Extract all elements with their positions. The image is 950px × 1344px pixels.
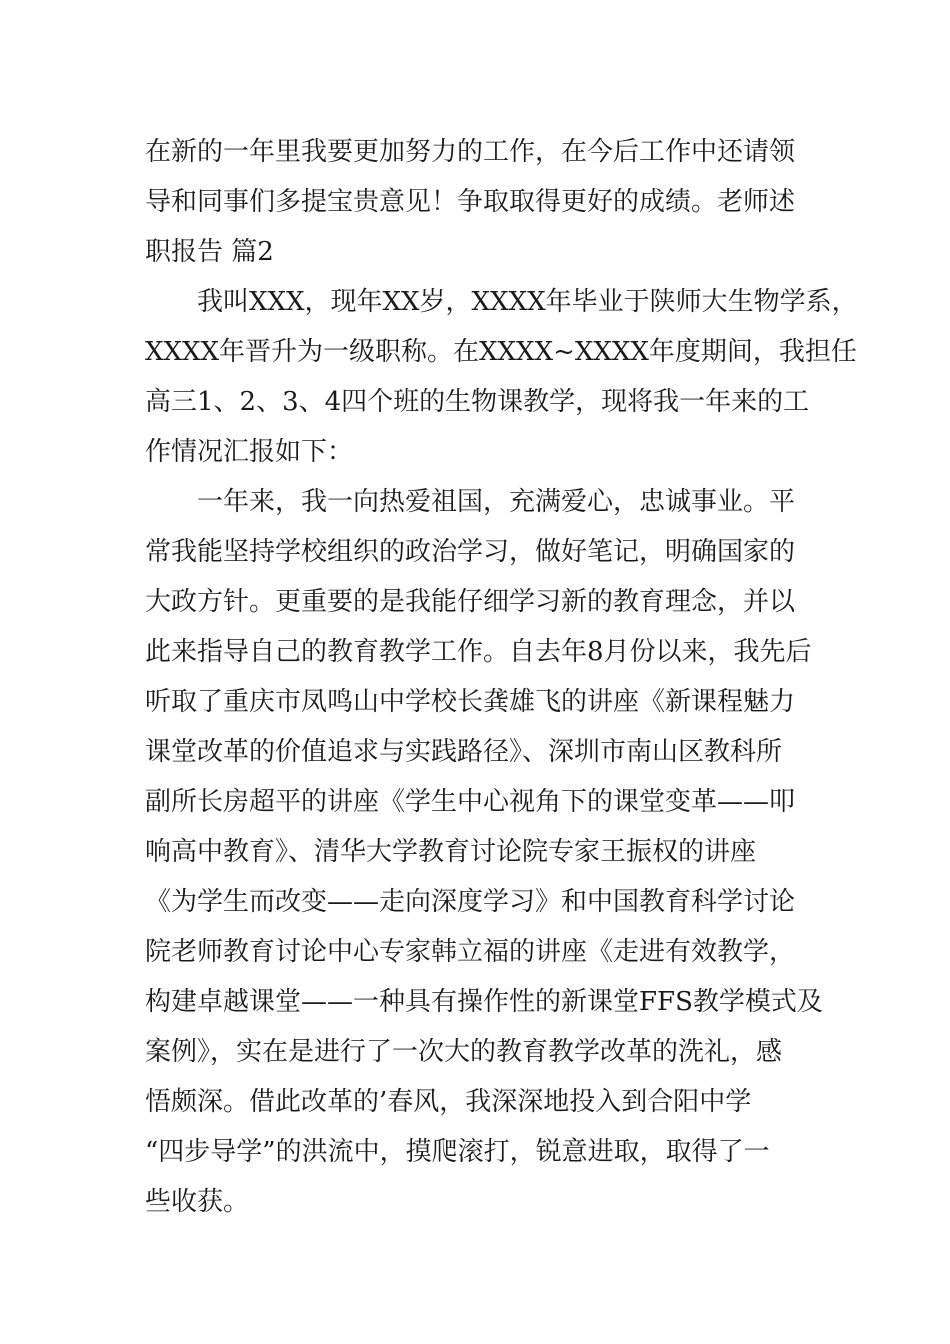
text-line: 作情况汇报如下： (145, 437, 354, 467)
text-line: 听取了重庆市凤鸣山中学校长龚雄飞的讲座《新课程魅力 (145, 687, 796, 717)
text-line: 悟颇深。借此改革的’春风，我深深地投入到合阳中学 (145, 1087, 752, 1117)
document-body (145, 127, 858, 1227)
text-line: 高三1、2、3、4四个班的生物课教学，现将我一年来的工 (145, 387, 810, 417)
text-line: “四步导学”的洪流中，摸爬滚打，锐意进取，取得了一 (145, 1137, 770, 1167)
paragraph-closing-and-heading (145, 127, 815, 277)
text-line: 院老师教育讨论中心专家韩立福的讲座《走进有效教学， (145, 937, 796, 967)
paragraph-introduction (145, 277, 858, 477)
text-line: 我叫XXX，现年XX岁，XXXX年毕业于陕师大生物学系， (197, 287, 858, 317)
text-line: 在新的一年里我要更加努力的工作，在今后工作中还请领 (145, 137, 796, 167)
text-line: 此来指导自己的教育教学工作。自去年8月份以来，我先后 (145, 637, 812, 667)
text-line: 构建卓越课堂——一种具有操作性的新课堂FFS教学模式及 (145, 987, 823, 1017)
text-line: 《为学生而改变——走向深度学习》和中国教育科学讨论 (145, 887, 796, 917)
text-line: 些收获。 (145, 1187, 250, 1217)
text-line: 常我能坚持学校组织的政治学习，做好笔记，明确国家的 (145, 537, 796, 567)
text-line: 大政方针。更重要的是我能仔细学习新的教育理念，并以 (145, 587, 796, 617)
text-line: 案例》，实在是进行了一次大的教育教学改革的洗礼，感 (145, 1037, 783, 1067)
text-line: 课堂改革的价值追求与实践路径》、深圳市南山区教科所 (145, 737, 783, 767)
text-line: 副所长房超平的讲座《学生中心视角下的课堂变革——叩 (145, 787, 796, 817)
paragraph-work-summary (145, 477, 823, 1227)
text-line: 响高中教育》、清华大学教育讨论院专家王振权的讲座 (145, 837, 757, 867)
text-line: 一年来，我一向热爱祖国，充满爱心，忠诚事业。平 (197, 487, 796, 517)
text-line: 导和同事们多提宝贵意见！争取取得更好的成绩。老师述 (145, 187, 796, 217)
section-heading-line: 职报告 篇2 (145, 237, 274, 267)
text-line: XXXX年晋升为一级职称。在XXXX~XXXX年度期间，我担任 (145, 337, 857, 367)
